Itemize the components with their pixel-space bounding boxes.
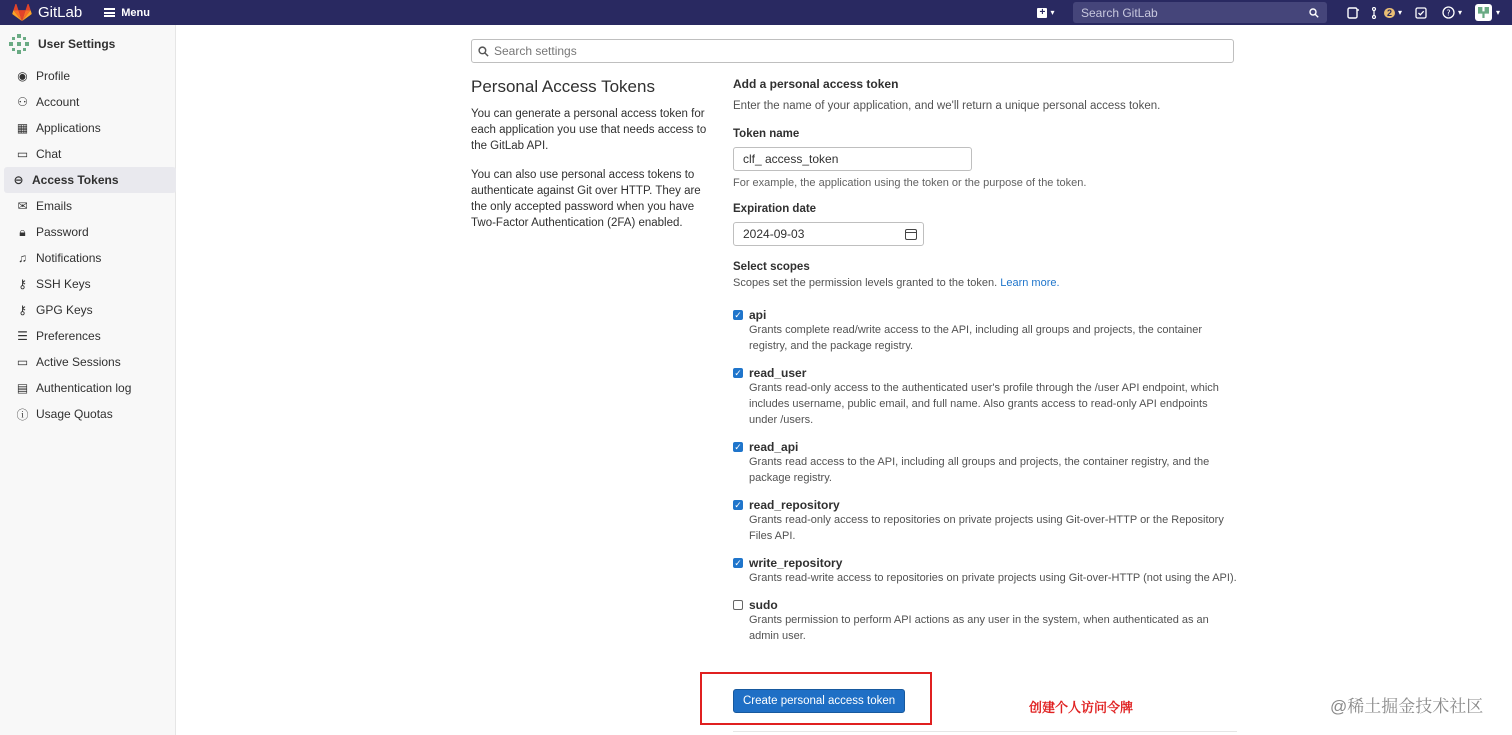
learn-more-link[interactable]: Learn more. xyxy=(1000,277,1060,289)
log-icon: ▤ xyxy=(16,381,29,395)
scope-text xyxy=(749,366,1237,428)
section-description xyxy=(471,77,716,244)
create-token-button[interactable]: Create personal access token xyxy=(733,689,905,713)
sidebar-item-ssh-keys[interactable] xyxy=(4,271,176,297)
sidebar-item-label: Emails xyxy=(36,199,73,213)
sidebar-item-label: Access Tokens xyxy=(32,173,119,187)
scope-read-user xyxy=(733,366,1237,428)
sidebar-item-usage-quotas[interactable] xyxy=(4,401,176,427)
chevron-down-icon: ▾ xyxy=(1457,8,1462,17)
intro-paragraph: You can generate a personal access token for each application you use that needs access to the GitLab API. xyxy=(471,108,707,152)
settings-search[interactable] xyxy=(471,39,1234,63)
scope-api xyxy=(733,308,1237,354)
applications-icon: ▦ xyxy=(16,121,29,135)
scope-text xyxy=(749,598,1237,644)
lock-icon: 🔒︎ xyxy=(19,224,26,239)
todo-check-icon xyxy=(1415,7,1427,19)
account-icon: ⚇ xyxy=(17,95,28,109)
settings-search-input[interactable] xyxy=(494,44,1233,58)
gitlab-logo-icon xyxy=(12,4,32,22)
sidebar-title: User Settings xyxy=(38,37,116,51)
scope-name-label[interactable]: sudo xyxy=(749,598,778,612)
chat-icon: ▭ xyxy=(16,147,29,161)
scopes-label: Select scopes xyxy=(733,261,810,273)
sidebar-item-label: GPG Keys xyxy=(36,303,93,317)
scope-description: Grants complete read/write access to the API, including all groups and projects, the container registry, and the package registry. xyxy=(749,324,1203,352)
chevron-down-icon[interactable]: ▾ xyxy=(1495,8,1500,17)
sidebar-item-label: Active Sessions xyxy=(36,355,121,369)
sidebar-item-label: Preferences xyxy=(36,329,101,343)
chevron-down-icon: ▾ xyxy=(1050,8,1055,17)
scope-checkbox[interactable] xyxy=(733,310,743,320)
global-search-input[interactable] xyxy=(1081,6,1309,20)
sidebar-item-account[interactable] xyxy=(4,89,176,115)
scope-name-label[interactable]: write_repository xyxy=(749,556,843,570)
user-avatar[interactable] xyxy=(1475,4,1492,21)
expiration-date-input[interactable] xyxy=(733,222,924,246)
plus-square-icon: + xyxy=(1037,8,1047,18)
sidebar-item-preferences[interactable] xyxy=(4,323,176,349)
sidebar-item-label: Profile xyxy=(36,69,71,83)
scope-sudo xyxy=(733,598,1237,644)
todos-button[interactable] xyxy=(1407,3,1435,23)
token-name-help: For example, the application using the token or the purpose of the token. xyxy=(733,177,1087,189)
svg-text:?: ? xyxy=(1446,8,1451,18)
hamburger-icon xyxy=(104,8,115,17)
key-icon: ⚷ xyxy=(18,277,27,291)
user-icon: ◉ xyxy=(17,69,28,83)
issues-icon xyxy=(1347,7,1359,19)
page-title: Personal Access Tokens xyxy=(471,77,655,96)
settings-sidebar xyxy=(0,25,176,735)
form-heading: Add a personal access token xyxy=(733,77,899,91)
scope-name-label[interactable]: read_api xyxy=(749,440,799,454)
sidebar-item-chat[interactable] xyxy=(4,141,176,167)
search-icon xyxy=(478,46,489,57)
scope-description: Grants read-only access to the authenticated user's profile through the /user API endpoint, which includes username, public email, and full name. Also grants access to read-only API endpoints under /users. xyxy=(749,382,1219,426)
sidebar-item-label: Password xyxy=(36,225,89,239)
intro-paragraph-2fa: You can also use personal access tokens to authenticate against Git over HTTP. They are the only accepted password when you have Two-Factor Authentication (2FA) enabled. xyxy=(471,169,701,229)
scope-text xyxy=(749,308,1237,354)
main-content xyxy=(177,25,1512,735)
watermark: @稀土掘金技术社区 xyxy=(1330,697,1484,716)
scope-description: Grants read-only access to repositories on private projects using Git-over-HTTP or the Repository Files API. xyxy=(749,514,1224,542)
sidebar-item-emails[interactable] xyxy=(4,193,176,219)
help-button[interactable] xyxy=(1435,3,1469,23)
sidebar-item-label: Chat xyxy=(36,147,62,161)
top-navbar xyxy=(0,0,1512,25)
scopes-help-text: Scopes set the permission levels granted to the token. xyxy=(733,277,998,289)
scope-checkbox[interactable] xyxy=(733,600,743,610)
bell-icon: ♫ xyxy=(18,251,27,265)
expiration-date-value: 2024-09-03 xyxy=(743,227,805,241)
expiration-date-label: Expiration date xyxy=(733,203,817,215)
chevron-down-icon: ▾ xyxy=(1397,8,1402,17)
scope-checkbox[interactable] xyxy=(733,558,743,568)
brand-name: GitLab xyxy=(38,4,83,21)
sidebar-item-profile[interactable] xyxy=(4,63,176,89)
new-item-dropdown[interactable] xyxy=(1033,4,1059,22)
sidebar-item-applications[interactable] xyxy=(4,115,176,141)
form-subheading: Enter the name of your application, and we'll return a unique personal access token. xyxy=(733,100,1161,112)
scope-name-label[interactable]: api xyxy=(749,308,767,322)
user-avatar-icon xyxy=(8,33,30,55)
sidebar-item-gpg-keys[interactable] xyxy=(4,297,176,323)
mail-icon: ✉ xyxy=(17,199,28,213)
scope-text xyxy=(749,440,1237,486)
scope-name-label[interactable]: read_user xyxy=(749,366,807,380)
sidebar-item-password[interactable] xyxy=(4,219,176,245)
sidebar-item-access-tokens[interactable] xyxy=(4,167,176,193)
divider xyxy=(733,731,1237,732)
scope-write-repository xyxy=(733,556,1237,586)
gitlab-home-link[interactable] xyxy=(12,4,82,22)
scope-name-label[interactable]: read_repository xyxy=(749,498,840,512)
merge-request-icon xyxy=(1372,7,1383,19)
scope-read-api xyxy=(733,440,1237,486)
scope-description: Grants read access to the API, including all groups and projects, the container registry, and the package registry. xyxy=(749,456,1210,484)
scopes-list xyxy=(733,308,1237,644)
sidebar-item-label: SSH Keys xyxy=(36,277,91,291)
token-name-input[interactable] xyxy=(733,147,972,171)
global-search[interactable] xyxy=(1073,2,1327,23)
token-form xyxy=(733,77,1237,644)
monitor-icon: ▭ xyxy=(16,355,29,369)
sidebar-header[interactable] xyxy=(0,25,175,63)
issues-button[interactable] xyxy=(1339,3,1367,23)
menu-button[interactable] xyxy=(104,7,150,19)
preferences-icon: ☰ xyxy=(17,329,28,343)
scope-text xyxy=(749,498,1237,544)
token-name-label: Token name xyxy=(733,128,800,140)
scope-checkbox[interactable] xyxy=(733,368,743,378)
menu-label: Menu xyxy=(121,6,150,19)
sidebar-item-label: Usage Quotas xyxy=(36,407,113,421)
sidebar-item-active-sessions[interactable] xyxy=(4,349,176,375)
help-icon xyxy=(1442,6,1455,19)
sidebar-nav xyxy=(0,63,175,427)
scopes-help xyxy=(733,275,1237,291)
token-icon: ⊖ xyxy=(13,173,24,187)
scope-description: Grants permission to perform API actions as any user in the system, when authenticated as an admin user. xyxy=(749,614,1209,642)
key-icon: ⚷ xyxy=(18,303,27,317)
scope-text xyxy=(749,556,1237,586)
scope-read-repository xyxy=(733,498,1237,544)
calendar-icon[interactable] xyxy=(905,229,917,240)
scope-checkbox[interactable] xyxy=(733,442,743,452)
sidebar-item-label: Notifications xyxy=(36,251,102,265)
annotation-text: 创建个人访问令牌 xyxy=(1029,700,1134,715)
scope-checkbox[interactable] xyxy=(733,500,743,510)
sidebar-item-label: Authentication log xyxy=(36,381,132,395)
sidebar-item-label: Account xyxy=(36,95,80,109)
quota-icon: ⓘ xyxy=(16,407,29,422)
merge-requests-button[interactable] xyxy=(1367,3,1407,23)
scope-description: Grants read-write access to repositories on private projects using Git-over-HTTP (not using the API). xyxy=(749,572,1237,584)
sidebar-item-notifications[interactable] xyxy=(4,245,176,271)
sidebar-item-authentication-log[interactable] xyxy=(4,375,176,401)
merge-request-count-badge: 2 xyxy=(1384,8,1395,18)
search-icon xyxy=(1309,8,1319,18)
sidebar-item-label: Applications xyxy=(36,121,101,135)
